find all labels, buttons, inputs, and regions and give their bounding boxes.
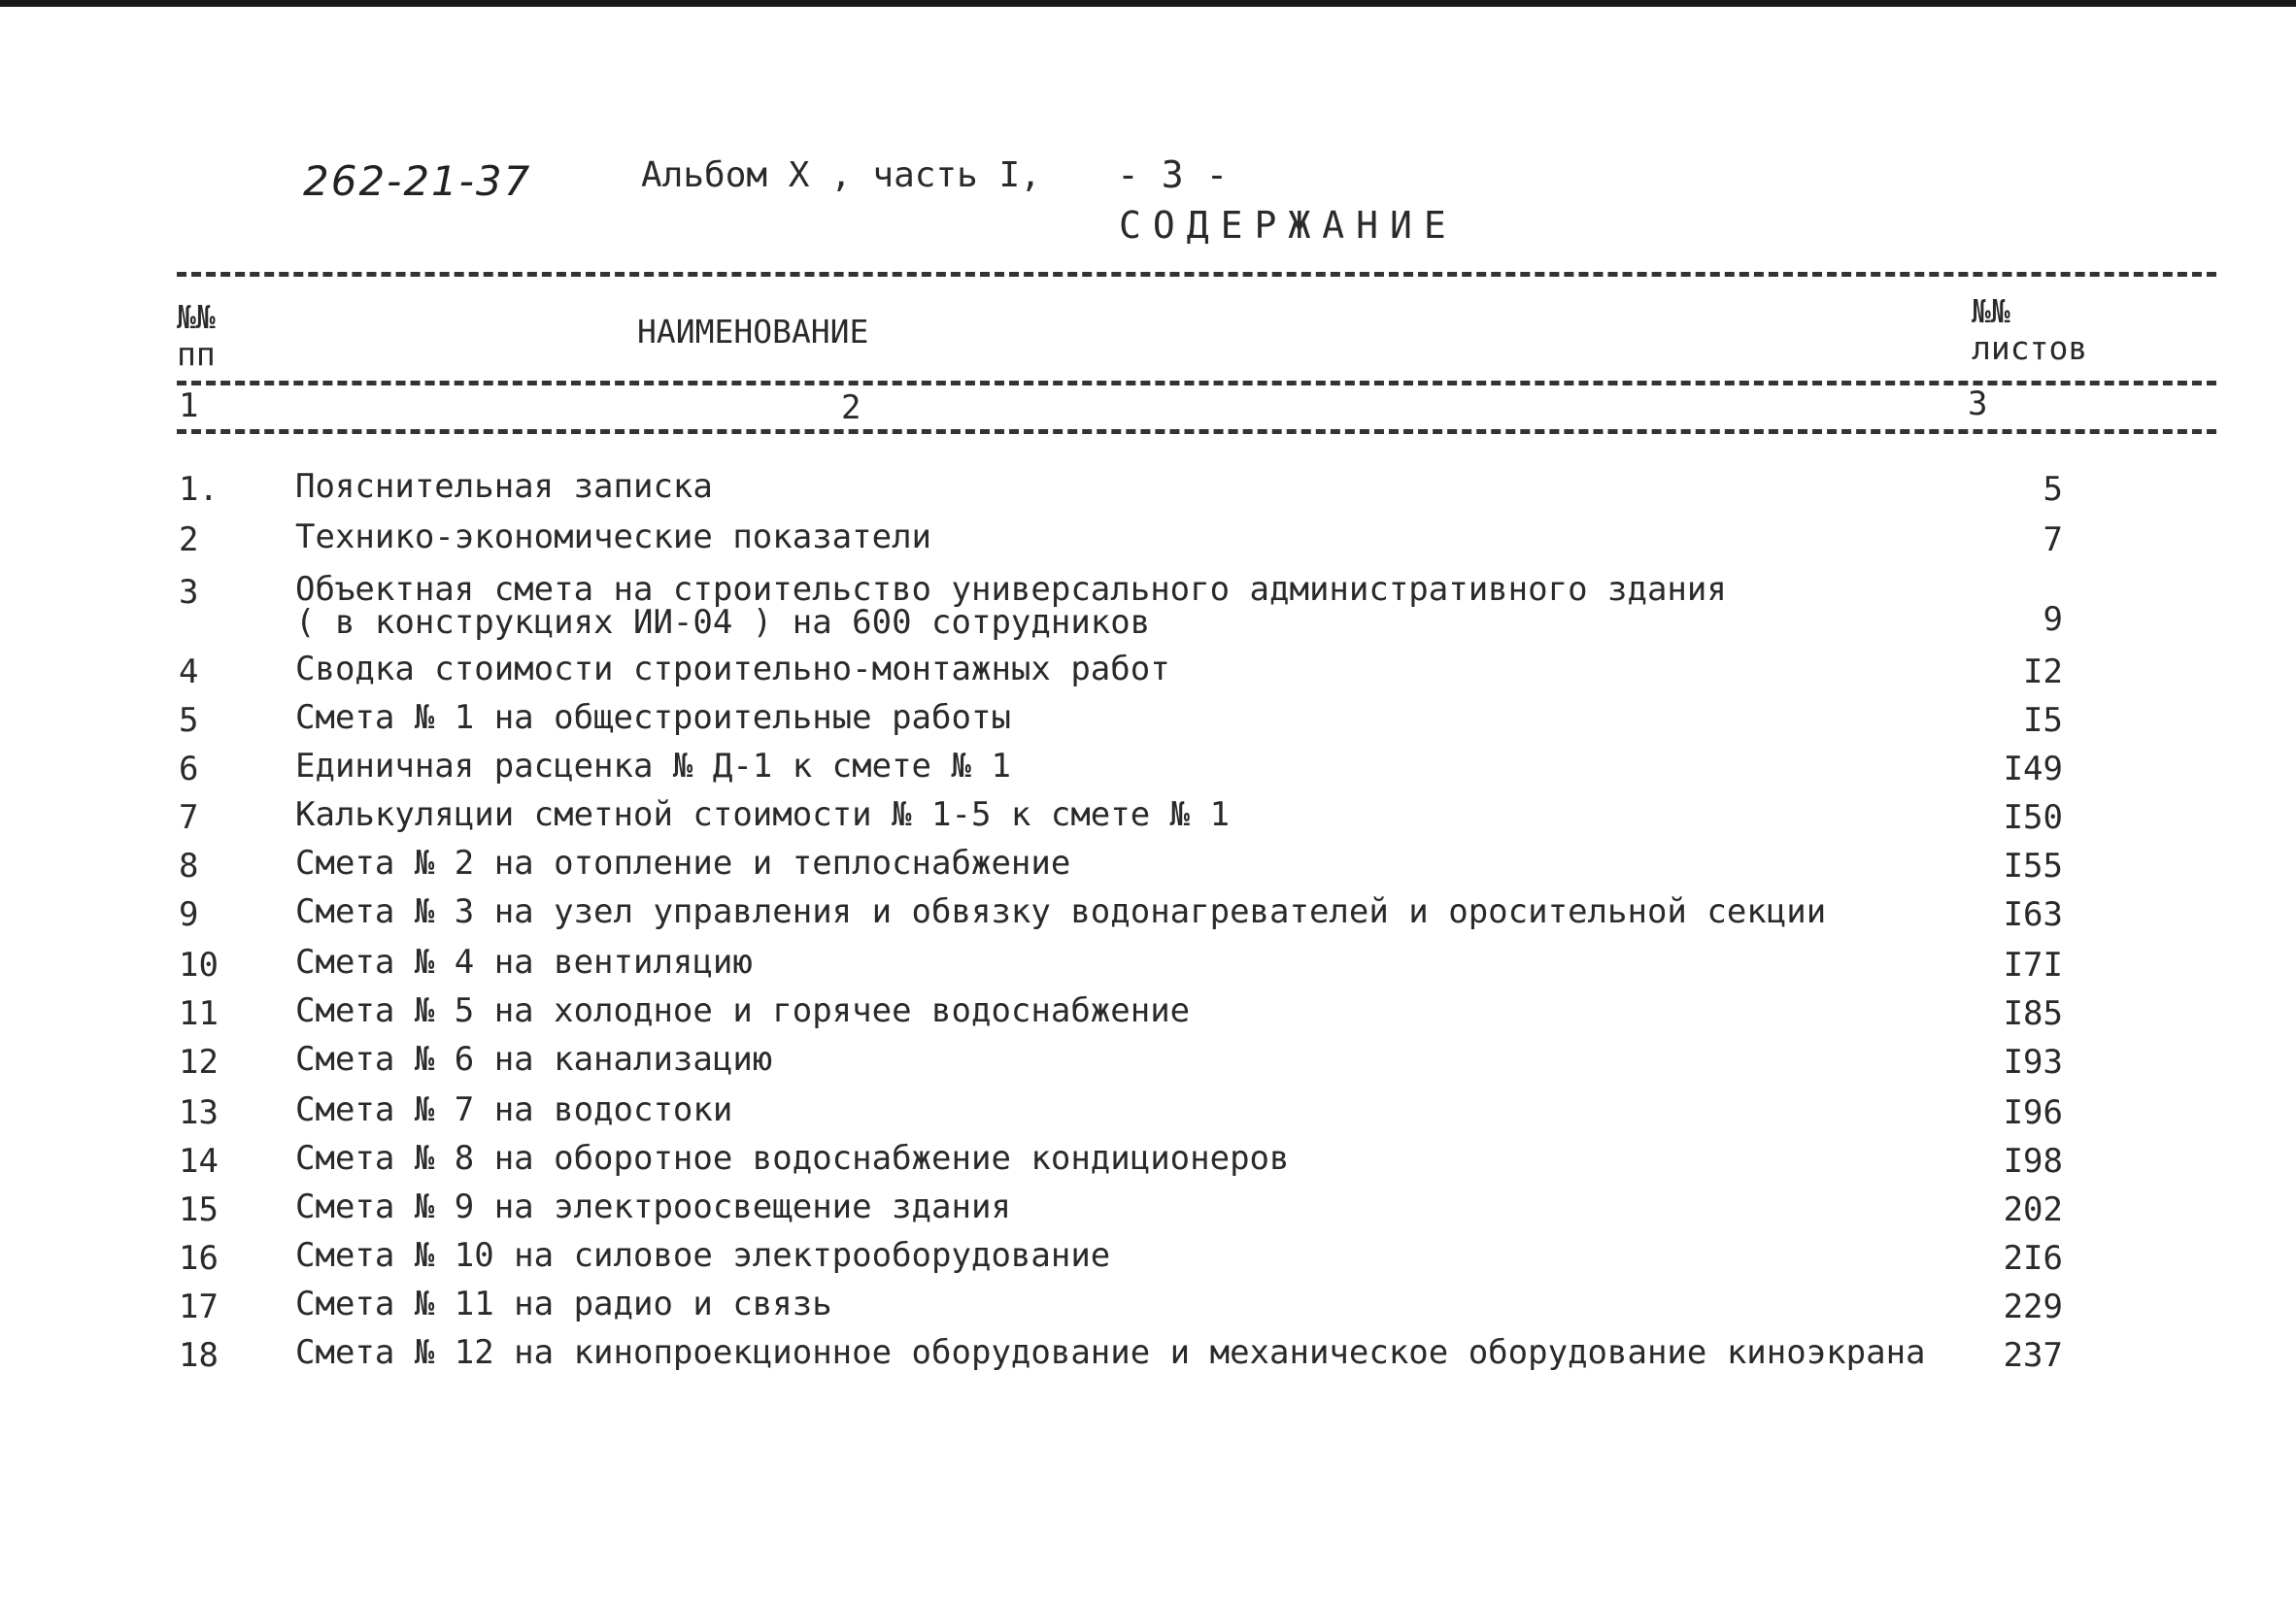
row-sheet: I5	[2023, 701, 2063, 740]
row-sheet: I7I	[2003, 946, 2063, 985]
row-title: Смета № 12 на кинопроекционное оборудование и механическое оборудование киноэкрана	[295, 1333, 1926, 1372]
row-title: Единичная расценка № Д-1 к смете № 1	[295, 747, 1011, 786]
row-number: 14	[179, 1142, 219, 1181]
row-number: 12	[179, 1043, 219, 1082]
row-number: 6	[179, 750, 199, 788]
row-title: Пояснительная записка	[295, 467, 713, 506]
row-title: Смета № 4 на вентиляцию	[295, 943, 753, 982]
row-title: Смета № 9 на электроосвещение здания	[295, 1188, 1011, 1226]
scan-edge	[0, 0, 2296, 7]
row-number: 2	[179, 520, 199, 559]
row-title: Смета № 5 на холодное и горячее водоснабжение	[295, 991, 1191, 1030]
row-number: 13	[179, 1093, 219, 1132]
row-sheet: I55	[2003, 847, 2063, 886]
column-number-2: 2	[841, 388, 861, 427]
header-divider-middle	[177, 381, 2216, 385]
column-header-number	[177, 299, 216, 373]
column-header-sheets-line1: №№	[1972, 292, 2010, 330]
row-title: Технико-экономические показатели	[295, 518, 932, 556]
column-number-3: 3	[1968, 385, 1988, 423]
row-sheet: I63	[2003, 895, 2063, 934]
row-title: Смета № 10 на силовое электрооборудование	[295, 1236, 1111, 1275]
header-divider-top	[177, 272, 2216, 277]
row-sheet: 5	[2043, 470, 2063, 509]
row-sheet: I2	[2023, 652, 2063, 691]
row-title: Смета № 8 на оборотное водоснабжение кондиционеров	[295, 1139, 1290, 1178]
document-code: 262-21-37	[303, 157, 532, 205]
row-number: 11	[179, 994, 219, 1033]
column-header-number-line2: пп	[177, 335, 216, 373]
row-sheet: I98	[2003, 1142, 2063, 1181]
row-title: Смета № 7 на водостоки	[295, 1090, 733, 1129]
row-title-line2: ( в конструкциях ИИ-04 ) на 600 сотрудников	[295, 603, 1151, 642]
row-number: 15	[179, 1190, 219, 1229]
header-divider-bottom	[177, 429, 2216, 434]
row-number: 18	[179, 1336, 219, 1375]
row-sheet: I96	[2003, 1093, 2063, 1132]
column-header-sheets-line2: листов	[1972, 329, 2088, 367]
row-title: Сводка стоимости строительно-монтажных работ	[295, 650, 1170, 688]
row-sheet: 2I6	[2003, 1239, 2063, 1278]
row-number: 3	[179, 573, 199, 612]
row-number: 5	[179, 701, 199, 740]
row-sheet: 237	[2003, 1336, 2063, 1375]
row-number: 9	[179, 895, 199, 934]
album-label: Альбом X , часть I,	[641, 155, 1041, 195]
row-title	[295, 570, 1727, 642]
row-sheet: I85	[2003, 994, 2063, 1033]
row-sheet: I49	[2003, 750, 2063, 788]
row-number: 17	[179, 1288, 219, 1326]
column-number-1: 1	[179, 386, 199, 425]
row-number: 16	[179, 1239, 219, 1278]
page-title: СОДЕРЖАНИЕ	[1119, 204, 1458, 247]
row-sheet: 202	[2003, 1190, 2063, 1229]
row-number: 8	[179, 847, 199, 886]
row-sheet: 9	[2043, 600, 2063, 639]
row-title-line1: Объектная смета на строительство универсального административного здания	[295, 570, 1727, 609]
column-header-number-line1: №№	[177, 298, 216, 336]
column-header-sheets	[1972, 293, 2087, 367]
row-title: Смета № 1 на общестроительные работы	[295, 698, 1011, 737]
row-sheet: I93	[2003, 1043, 2063, 1082]
row-number: 4	[179, 652, 199, 691]
row-number: 1.	[179, 470, 219, 509]
row-title: Смета № 2 на отопление и теплоснабжение	[295, 844, 1071, 883]
column-header-name: НАИМЕНОВАНИЕ	[637, 313, 869, 351]
row-sheet: 229	[2003, 1288, 2063, 1326]
row-number: 10	[179, 946, 219, 985]
row-number: 7	[179, 798, 199, 837]
row-title: Смета № 11 на радио и связь	[295, 1285, 832, 1323]
row-title: Калькуляции сметной стоимости № 1-5 к смете № 1	[295, 795, 1231, 834]
row-title: Смета № 3 на узел управления и обвязку водонагревателей и оросительной секции	[295, 892, 1827, 931]
row-title: Смета № 6 на канализацию	[295, 1040, 773, 1079]
row-sheet: 7	[2043, 520, 2063, 559]
page-number: - 3 -	[1117, 153, 1229, 196]
row-sheet: I50	[2003, 798, 2063, 837]
